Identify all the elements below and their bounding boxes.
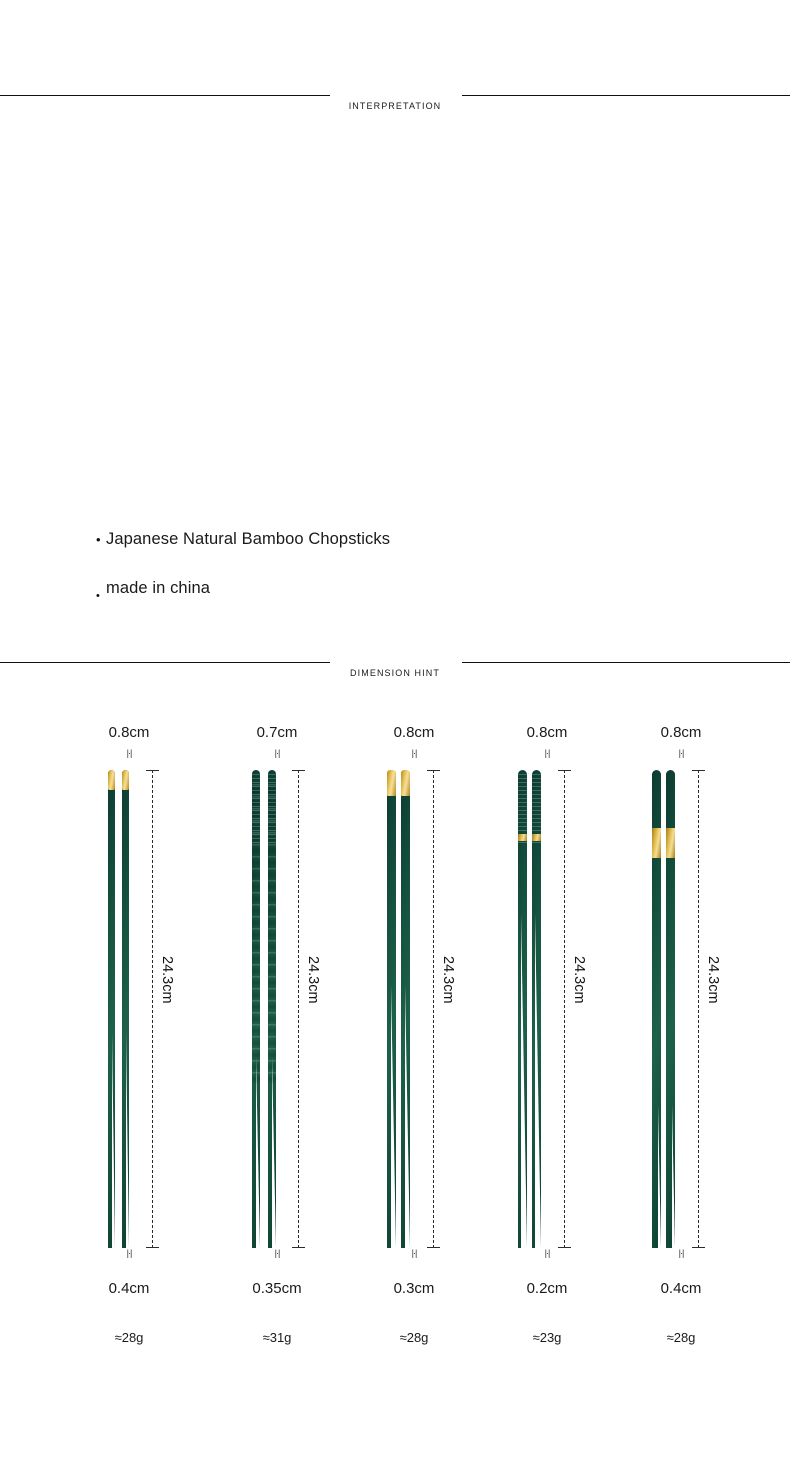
measure-dashed-line [298,770,299,1248]
bottom-width-tick-icon: |·| [411,1248,417,1258]
header-rule-right [462,95,790,96]
chopstick-spec-column [198,700,356,1400]
gold-ring-icon [532,834,541,841]
bullet-text: made in china [106,579,211,597]
dimension-hint-label: DIMENSION HINT [350,668,440,678]
bottom-width-label: 0.4cm [108,1280,150,1297]
chopstick-spec-column [50,700,208,1400]
bottom-width-label: 0.2cm [526,1280,568,1297]
gold-cap-icon [387,770,396,796]
top-width-tick-icon: |·| [678,748,684,758]
bullet-dot-icon: • [96,532,101,547]
chopstick-right [122,770,129,1248]
weight-label: ≈28g [666,1330,696,1345]
gold-ring-icon [518,834,527,841]
top-width-label: 0.8cm [526,724,568,741]
bottom-width-tick-icon: |·| [126,1248,132,1258]
chopstick-right [401,770,410,1248]
top-width-label: 0.7cm [256,724,298,741]
top-width-tick-icon: |·| [411,748,417,758]
length-label: 24.3cm [571,956,587,1004]
interpretation-section-header [0,80,790,120]
measure-dashed-line [698,770,699,1248]
bottom-width-label: 0.3cm [393,1280,435,1297]
chopstick-left [252,770,260,1248]
chopstick-left [108,770,115,1248]
length-label: 24.3cm [440,956,456,1004]
weight-label: ≈28g [114,1330,144,1345]
gold-band-icon [666,828,675,858]
length-measure [562,770,596,1248]
chopstick-left [518,770,527,1248]
length-measure [696,770,730,1248]
top-width-label: 0.8cm [393,724,435,741]
bottom-width-tick-icon: |·| [678,1248,684,1258]
bottom-width-tick-icon: |·| [274,1248,280,1258]
top-width-label: 0.8cm [108,724,150,741]
top-width-label: 0.8cm [660,724,702,741]
length-label: 24.3cm [305,956,321,1004]
length-label: 24.3cm [705,956,721,1004]
chopstick-spec-column [602,700,760,1400]
weight-label: ≈23g [532,1330,562,1345]
dimension-diagram [0,700,790,1400]
top-width-tick-icon: |·| [274,748,280,758]
bottom-width-tick-icon: |·| [544,1248,550,1258]
header-rule-left [0,95,330,96]
top-width-tick-icon: |·| [544,748,550,758]
weight-label: ≈31g [262,1330,292,1345]
chopstick-left [652,770,661,1248]
bullet-dot-icon: • [96,590,100,602]
gold-tip-icon [122,770,129,790]
gold-tip-icon [108,770,115,790]
list-item [96,579,696,602]
bottom-width-label: 0.4cm [660,1280,702,1297]
chopstick-right [666,770,675,1248]
length-label: 24.3cm [159,956,175,1004]
header-rule-right [462,662,790,663]
list-item [96,530,696,549]
chopstick-right [268,770,276,1248]
chopstick-right [532,770,541,1248]
top-texture [252,774,260,844]
chopstick-left [387,770,396,1248]
weight-label: ≈28g [399,1330,429,1345]
gold-band-icon [652,828,661,858]
bottom-width-label: 0.35cm [252,1280,302,1297]
length-measure [296,770,330,1248]
top-texture [268,774,276,844]
length-measure [150,770,184,1248]
measure-dashed-line [564,770,565,1248]
header-rule-left [0,662,330,663]
top-width-tick-icon: |·| [126,748,132,758]
dimension-section-header [0,647,790,687]
measure-dashed-line [152,770,153,1248]
interpretation-label: INTERPRETATION [348,101,442,111]
bullet-text: Japanese Natural Bamboo Chopsticks [106,530,391,548]
length-measure [431,770,465,1248]
gold-cap-icon [401,770,410,796]
measure-dashed-line [433,770,434,1248]
feature-bullet-list [96,530,696,628]
